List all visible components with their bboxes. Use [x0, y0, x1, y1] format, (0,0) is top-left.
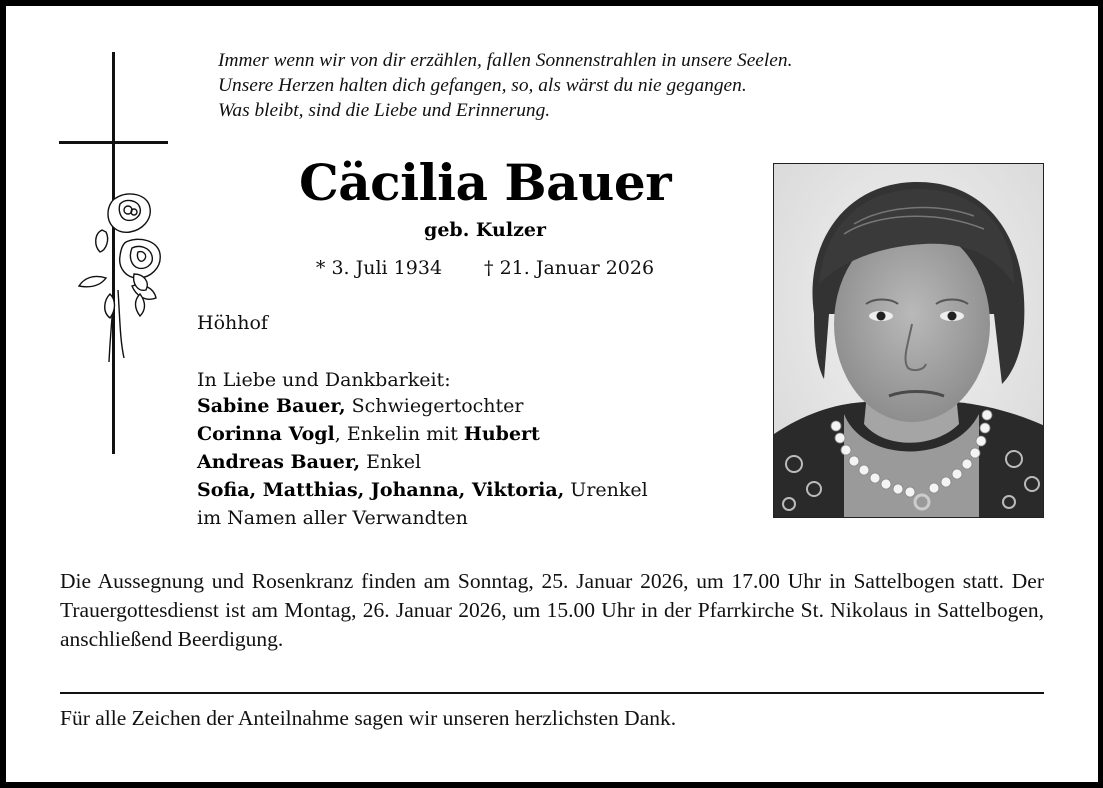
mourner-relation: Enkel	[360, 451, 422, 473]
divider	[60, 692, 1044, 694]
mourner-row	[197, 476, 648, 504]
poem	[218, 48, 792, 123]
mourners-closing: im Namen aller Verwandten	[197, 507, 468, 529]
funeral-notice: Die Aussegnung und Rosenkranz finden am Sonntag, 25. Januar 2026, um 17.00 Uhr in Sattelbogen statt. Der Trauergottesdienst ist am Montag, 26. Januar 2026, um 15.00 Uhr in der Pfarrkirche St. Nikolaus in Sattelbogen, anschließend Beerdigung.	[60, 569, 1044, 651]
maiden-name: geb. Kulzer	[424, 219, 546, 241]
mourners-intro: In Liebe und Dankbarkeit:	[197, 369, 451, 391]
mourners-list	[197, 366, 648, 532]
roses-icon	[76, 190, 166, 370]
mourner-relation: , Enkelin mit	[334, 423, 464, 445]
mourner-row	[197, 392, 648, 420]
poem-line: Was bleibt, sind die Liebe und Erinnerung.	[218, 100, 551, 121]
poem-line: Unsere Herzen halten dich gefangen, so, als wärst du nie gegangen.	[218, 75, 747, 96]
portrait-icon	[774, 164, 1044, 518]
mourner-name: Andreas Bauer,	[197, 451, 361, 473]
deceased-name: Cäcilia Bauer	[298, 153, 672, 212]
life-dates	[240, 257, 730, 279]
thanks-message: Für alle Zeichen der Anteilnahme sagen wir unseren herzlichsten Dank.	[60, 706, 677, 730]
mourner-name: Corinna Vogl	[197, 423, 335, 445]
mourner-relation: Schwiegertochter	[345, 395, 524, 417]
portrait-photo	[773, 163, 1044, 518]
death-date: † 21. Januar 2026	[484, 257, 655, 279]
mourner-relation: Urenkel	[564, 479, 648, 501]
mourner-name: Sabine Bauer,	[197, 395, 346, 417]
mourner-name: Sofia, Matthias, Johanna, Viktoria,	[197, 479, 565, 501]
residence: Höhhof	[197, 312, 268, 334]
mourner-row	[197, 448, 648, 476]
cross-crossbar	[59, 141, 168, 144]
mourner-name: Hubert	[463, 423, 540, 445]
poem-line: Immer wenn wir von dir erzählen, fallen Sonnenstrahlen in unsere Seelen.	[218, 50, 793, 71]
mourner-row	[197, 420, 648, 448]
birth-date: * 3. Juli 1934	[315, 257, 443, 279]
